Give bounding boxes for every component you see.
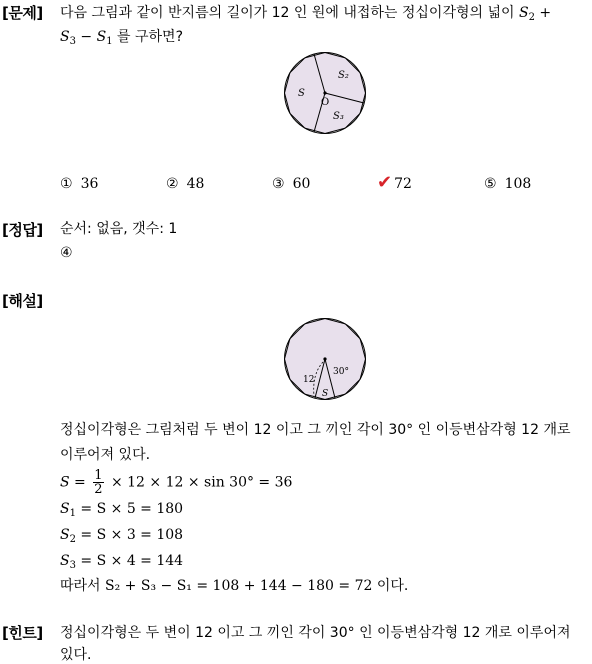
problem-tail: 를 구하면? — [117, 29, 184, 45]
problem-line-1 — [60, 4, 551, 27]
eq-s2: $S_2 = S \times 3 = 108$ — [60, 527, 184, 545]
problem-plus: + — [539, 5, 552, 21]
eq-s: S = $\frac{1}{2}$ × 12 × 12 × sin 30° = 36 — [60, 468, 293, 497]
center-dot-2 — [323, 357, 326, 360]
choice-3[interactable]: ③ 60 — [272, 176, 311, 192]
eq-s1: $S_1 = S \times 5 = 180$ — [60, 501, 184, 519]
eq-s3: $S_3 = S \times 4 = 144$ — [60, 553, 184, 571]
eq-s-fraction: $\frac{1}{2}$ — [94, 468, 103, 497]
fig-side: 12 — [303, 375, 315, 385]
problem-line-2 — [60, 28, 183, 51]
hint-text-1: 정십이각형은 두 변이 12 이고 그 끼인 각이 30° 인 이등변삼각형 12 개로 이루어져 — [60, 625, 571, 641]
solution-text-2: 이루어져 있다. — [60, 447, 151, 463]
problem-s1: $S_1$ — [96, 29, 113, 47]
problem-s3: $S_3$ — [60, 29, 76, 47]
center-dot — [323, 91, 326, 94]
choice-4[interactable]: ✔ 72 — [377, 172, 412, 193]
answer-line-1: 순서: 없음, 갯수: 1 — [60, 221, 178, 237]
choice-1[interactable]: ① 36 — [60, 176, 99, 192]
fig-label-s1: S — [298, 88, 305, 99]
fig-label-s2: S₂ — [338, 70, 349, 81]
hint-text-2: 있다. — [60, 647, 92, 663]
fig-label-o: O — [321, 97, 330, 108]
answer-label: [정답] — [2, 221, 43, 239]
problem-s2: $S_2$ — [518, 5, 535, 23]
solution-figure — [278, 314, 372, 404]
hint-label: [힌트] — [2, 624, 43, 642]
fig-label-s3: S₃ — [333, 111, 344, 122]
problem-text: 다음 그림과 같이 반지름의 길이가 12 인 원에 내접하는 정십이각형의 넓이 — [60, 5, 515, 21]
problem-figure — [278, 46, 372, 140]
solution-final: 따라서 S₂ + S₃ − S₁ = 108 + 144 − 180 = 72 이다. — [60, 578, 409, 594]
problem-label: [문제] — [2, 4, 43, 22]
fig-area: S — [322, 389, 329, 399]
solution-label: [해설] — [2, 292, 43, 310]
choice-2[interactable]: ② 48 — [166, 176, 205, 192]
fig-angle: 30° — [333, 367, 349, 377]
answer-line-2: ④ — [60, 245, 73, 261]
choice-5[interactable]: ⑤ 108 — [484, 176, 532, 192]
problem-minus: − — [80, 29, 93, 45]
check-icon: ✔ — [377, 172, 393, 193]
solution-text-1: 정십이각형은 그림처럼 두 변이 12 이고 그 끼인 각이 30° 인 이등변삼각형 12 개로 — [60, 422, 571, 438]
